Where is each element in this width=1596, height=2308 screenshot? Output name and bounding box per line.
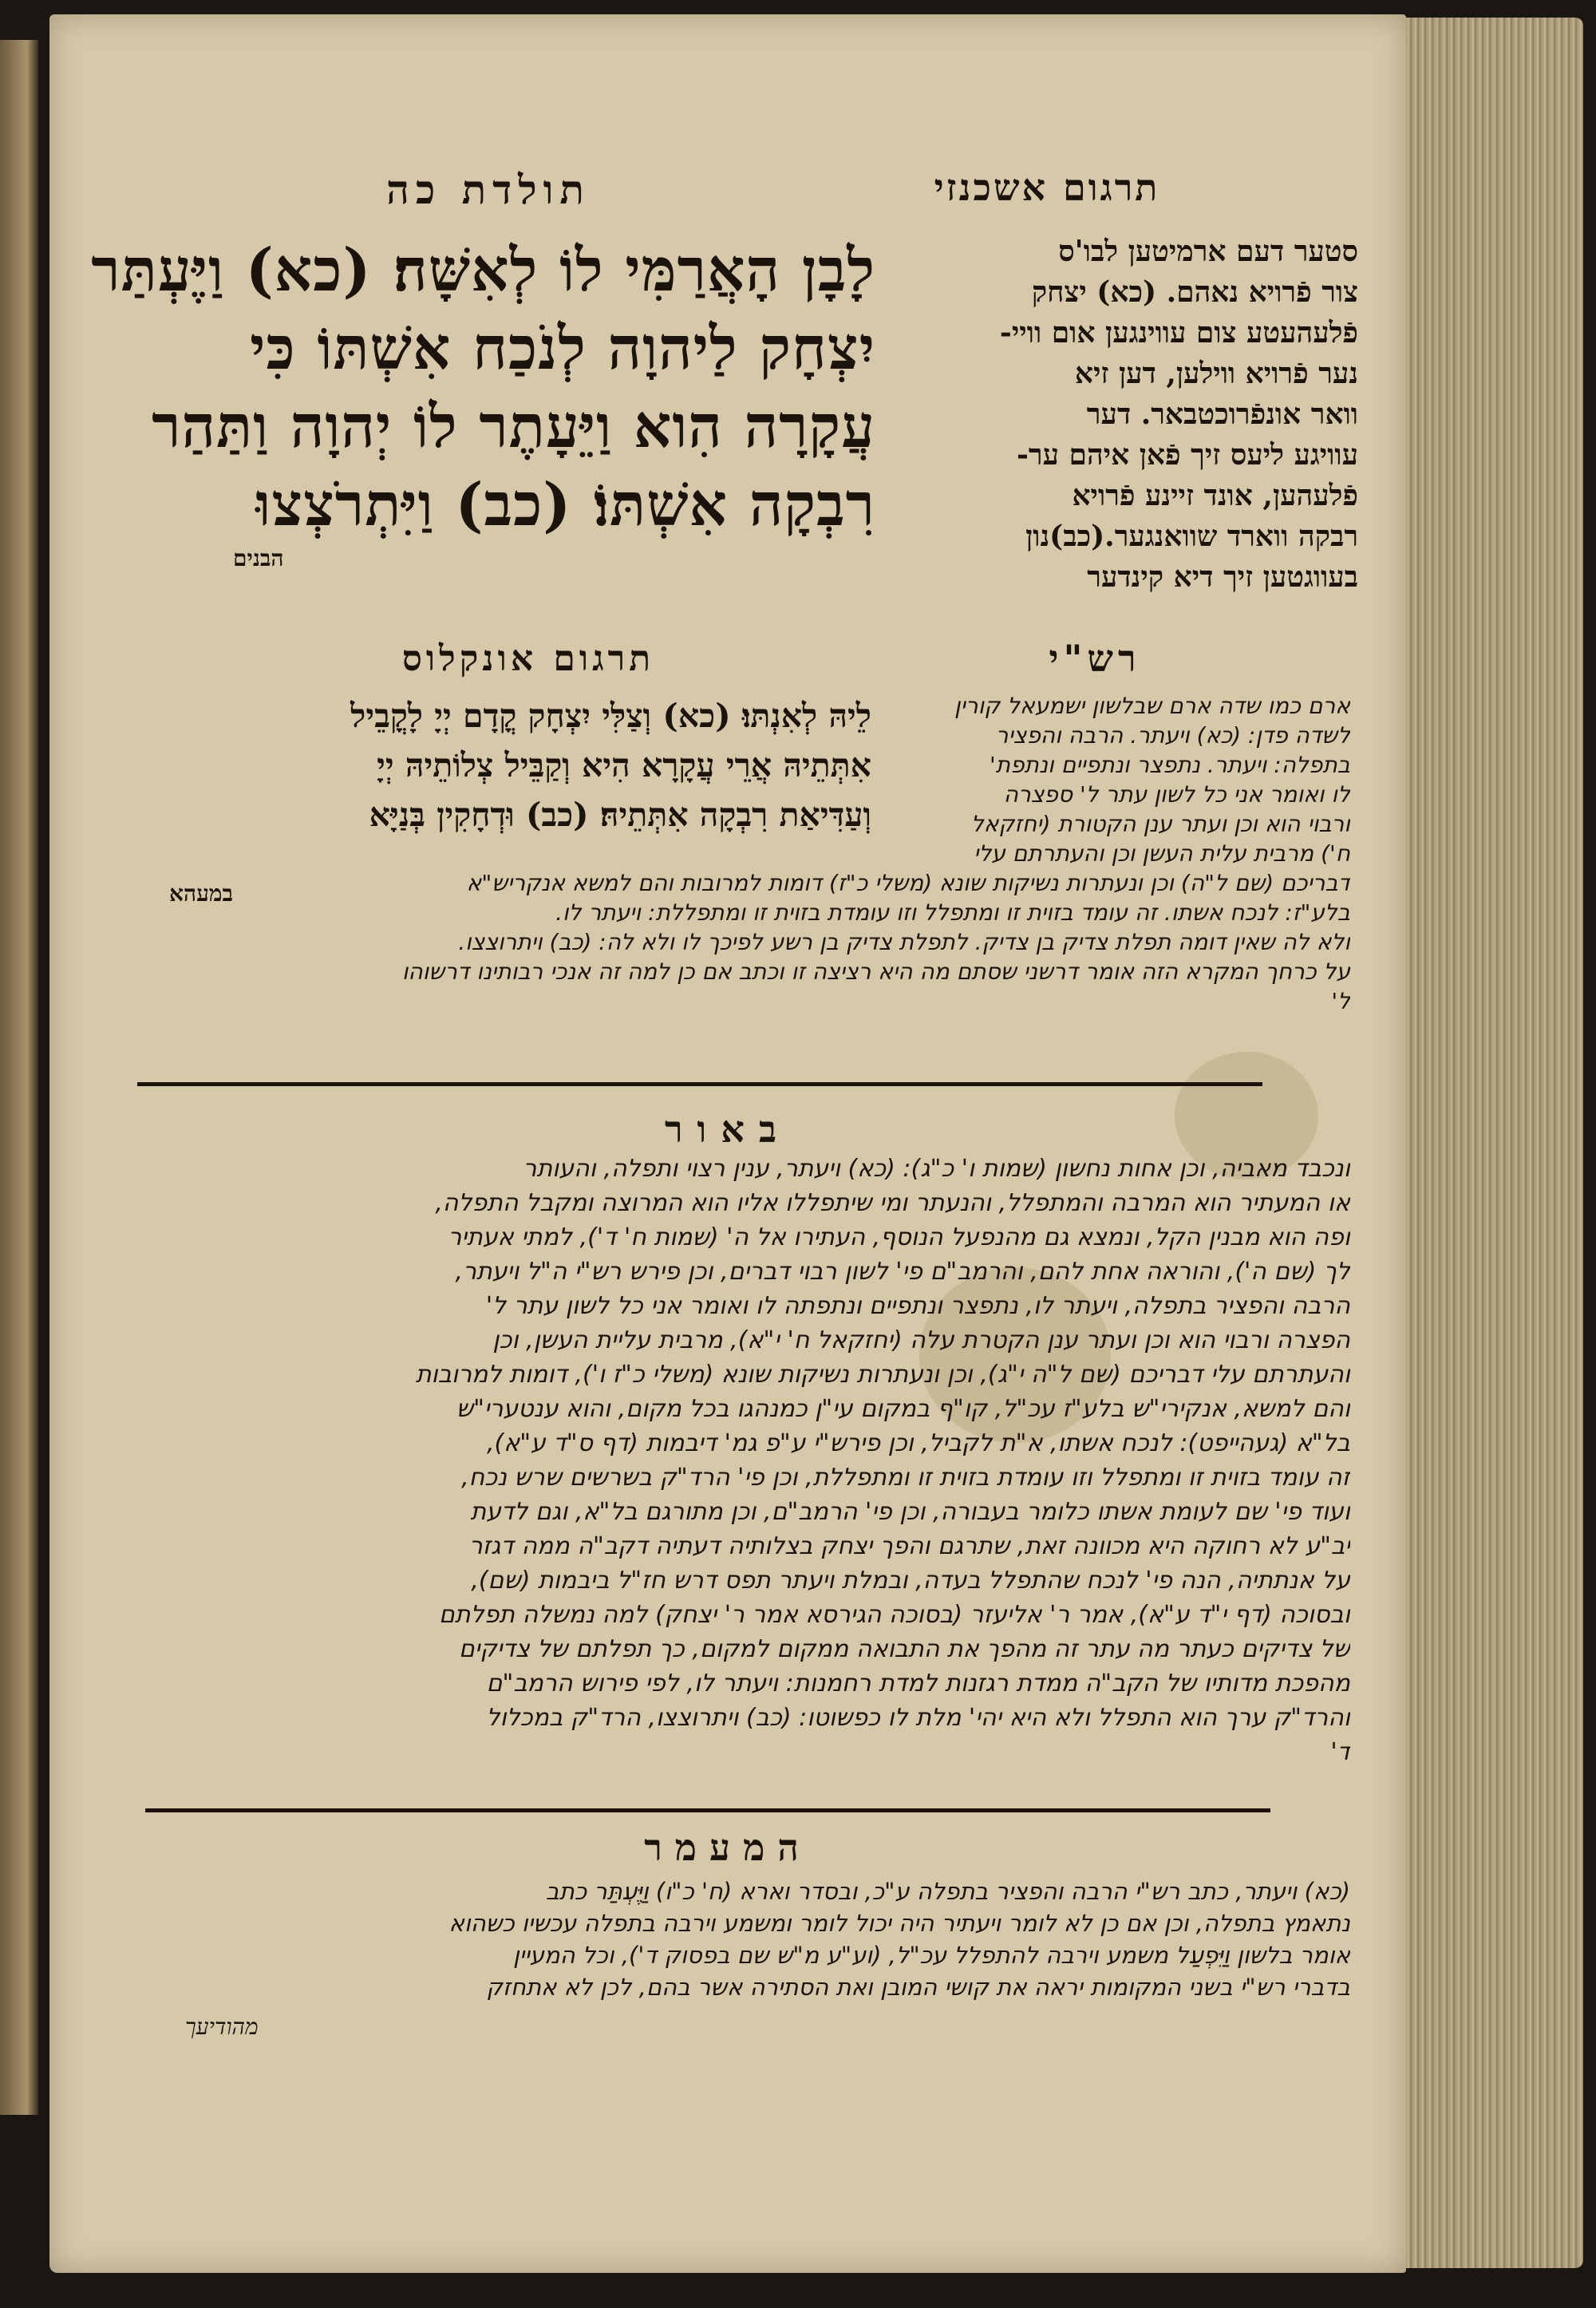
onkelos-line: לֵיהּ לְאִנְתּוּ׃ (כא) וְצַלִּי יִצְחָק קֳדָם יְיָ לָקֳבֵיל (350, 697, 871, 735)
meamer-line: נתאמץ בתפלה, וכן אם כן לא לומר ויעתיר היה יכול לומר ומשמע וירבה בתפלה עכשיו כשהוא (448, 1910, 1350, 1937)
tyd-heading: תרגום אשכנזי (934, 166, 1160, 209)
tyd-text-line: רבקה ווארד שוואנגער.(כב)נון (1025, 520, 1358, 553)
biur-block (129, 1152, 1350, 1769)
tyd-text-line: נער פֿרויא ווילען, דען זיא (1074, 357, 1358, 390)
tyd-column (871, 231, 1358, 598)
section-divider (145, 1808, 1270, 1812)
biur-line: ד' (1330, 1738, 1350, 1766)
biur-line: ופה הוא מבנין הקל, ונמצא גם מהנפעל הנוסף, העתירו אל ה' (שמות ח' ד'), למתי אעתיר (448, 1223, 1350, 1251)
rashi-line: ארם כמו שדה ארם שבלשון ישמעאל קורין (954, 693, 1350, 719)
rashi-line: דבריכם (שם ל"ה) וכן ונעתרות נשיקות שונא (משלי כ"ז) דומות למרובות והם למשא אנקריש"א (466, 870, 1350, 896)
biur-line: הרבה והפציר בתפלה, ויעתר לו, נתפצר ונתפיים ונתפתה לו ואומר אני כל לשון עתר ל' (485, 1292, 1350, 1320)
rashi-line: לשדה פדן: (כא) ויעתר. הרבה והפציר (995, 722, 1350, 749)
tyd-text-line: פֿלעהעטע צום עווינגען אום וויי- (999, 316, 1358, 350)
rashi-line: לו ואומר אני כל לשון עתר ל' ספצרה (1003, 781, 1350, 808)
biur-line: והם למשא, אנקירי"ש בלע"ז עכ"ל, קו"ף במקום עי"ן כמנהגו בכל מקום, והוא ענטערי"ש (456, 1395, 1350, 1423)
biur-line: ועוד פי' שם לעומת אשתו כלומר בעבורה, וכן פי' הרמב"ם, וכן מתורגם בל"א, וגם לדעת (470, 1498, 1350, 1526)
rashi-line: בלע"ז: לנכח אשתו. זה עומד בזוית זו ומתפלל וזו עומדת בזוית זו ומתפללת: ויעתר לו. (555, 899, 1350, 926)
biur-line: של צדיקים כעתר מה עתר זה מהפך את התבואה ממקום למקום, כך תפלתם של צדיקים (458, 1635, 1350, 1663)
onkelos-heading: תרגום אונקלוס (401, 638, 655, 679)
biur-heading: באור (664, 1108, 792, 1151)
biur-line: הפצרה ורבוי הוא וכן ועתר ענן הקטרת עלה (יחזקאל ח' י"א), מרבית עליית העשן, וכן (492, 1326, 1350, 1354)
meamer-line: בדברי רש"י בשני המקומות יראה את קושי המובן ואת הסתירה אשר בהם, לכן לא אתחזק (486, 1974, 1350, 2001)
rashi-line: ח') מרבית עלית העשן וכן והעתרתם עלי (974, 840, 1350, 867)
meamer-block (129, 1875, 1350, 2003)
biur-line: בל"א (געהייפט): לנכח אשתו, א"ת לקביל, וכן פירש"י ע"פ גמ' דיבמות (דף ס"ד ע"א), (486, 1429, 1350, 1457)
book-page-edges (1406, 18, 1583, 2268)
parasha-heading: תולדת כה (386, 166, 591, 213)
torah-verse-line: יִצְחָק לַיהוָה לְנֹכַח אִשְׁתּוֹ כִּי (250, 314, 875, 383)
onkelos-line: וְעַדִּיאַת רִבְקָה אִתְּתֵיהּ׃ (כב) וּדְחָקִין בְּנַיָּא (369, 796, 871, 834)
rashi-line: ורבוי הוא וכן ועתר ענן הקטורת (יחזקאל (970, 811, 1350, 837)
previous-page-edge (0, 40, 38, 2115)
biur-line: והעתרתם עלי דבריכם (שם ל"ה י"ג), וכן ונעתרות נשיקות שונא (משלי כ"ז ו'), דומות למרובות (415, 1361, 1350, 1389)
torah-verse-line: לָבָן הָאֲרַמִּי לוֹ לְאִשָּׁה׃ (כא) וַיֶּעְתַּר (91, 236, 875, 305)
catchword-torah: הבנים (233, 545, 284, 571)
rashi-line: ולא לה שאין דומה תפלת צדיק בן צדיק. לתפלת צדיק בן רשע לפיכך לו ולא לה: (כב) ויתרוצצו. (458, 929, 1350, 955)
tyd-text-line: עוויגע ליעס זיך פֿאן איהם ער- (1016, 438, 1358, 472)
meamer-heading: המעמר (644, 1826, 812, 1869)
rashi-line: על כרחך המקרא הזה אומר דרשני שסתם מה היא רציצה זו וכתב אם כן למה זה אנכי רבותינו דרשוהו (401, 958, 1350, 985)
tyd-text-line: צור פֿרויא נאהם. (כא) יצחק (1031, 275, 1358, 309)
tyd-text-line: וואר אונפֿרוכטבאר. דער (1086, 397, 1358, 431)
tyd-text-line: פֿלעהען, אונד זיינע פֿרויא (1072, 479, 1358, 512)
biur-line: יב"ע לא רחוקה היא מכוונה זאת, שתרגם והפך יצחק בצלותיה דעתיה דקב"ה ממה דגזר (468, 1532, 1350, 1560)
biur-line: ונכבד מאביה, וכן אחות נחשון (שמות ו' כ"ג): (כא) ויעתר, ענין רצוי ותפלה, והעותר (523, 1155, 1350, 1183)
meamer-line: אומר בלשון וַיִּפְעַל משמע וירבה להתפלל עכ"ל, (וע"ע מ"ש שם בפסוק ד'), וכל המעיין (513, 1942, 1350, 1969)
biur-line: זה עומד בזוית זו ומתפלל וזו עומדת בזוית זו ומתפללת, וכן פי' הרד"ק בשרשים שרש נכח, (461, 1464, 1350, 1492)
biur-line: על אנתתיה, הנה פי' לנכח שהתפלל בעדה, ובמלת ויעתר תפס דרש חז"ל ביבמות (שם), (471, 1567, 1350, 1595)
catchword-onkelos: במעהא (169, 880, 234, 907)
biur-line: ובסוכה (דף י"ד ע"א), אמר ר' אליעזר (בסוכה הגירסא אמר ר' יצחק) למה נמשלה תפלתם (439, 1601, 1350, 1629)
rashi-line: ל' (1331, 988, 1350, 1014)
rashi-heading: רש"י (1049, 637, 1141, 680)
torah-verse-line: רִבְקָה אִשְׁתּוֹ׃ (כב) וַיִּתְרֹצְצוּ (255, 471, 875, 539)
onkelos-line: אִתְּתֵיהּ אֲרֵי עֲקָרָא הִיא וְקַבֵּיל צְלוֹתֵיהּ יְיָ (377, 746, 871, 784)
biur-line: לך (שם ה'), והוראה אחת להם, והרמב"ם פי' לשון רבוי דברים, וכן פירש רש"י ה"ל ויעתר, (455, 1258, 1350, 1286)
catchword-meamer: מהודיעך (185, 2014, 259, 2040)
section-divider (137, 1082, 1262, 1086)
biur-line: מהפכת מדותיו של הקב"ה ממדת רגזנות למדת רחמנות: ויעתר לו, לפי פירוש הרמב"ם (486, 1670, 1350, 1697)
book-page (49, 14, 1406, 2273)
tyd-text-line: סטער דעם ארמיטען לבו'ס (1058, 235, 1358, 268)
tyd-text-line: בעווגטען זיך דיא קינדער (1087, 560, 1358, 594)
biur-line: והרד"ק ערך הוא התפלל ולא היא יהי' מלת לו כפשוטו: (כב) ויתרוצצו, הרד"ק במכלול (486, 1704, 1350, 1732)
torah-text-block (91, 231, 875, 544)
meamer-line: (כא) ויעתר, כתב רש"י הרבה והפציר בתפלה ע"כ, ובסדר וארא (ח' כ"ו) וַיֶּעְתַּר כתב (546, 1878, 1350, 1905)
rashi-line: בתפלה: ויעתר. נתפצר ונתפיים ונתפת' (989, 752, 1350, 778)
torah-verse-line: עֲקָרָה הִוא וַיֵּעָתֶר לוֹ יְהוָה וַתַּהַר (152, 393, 875, 461)
biur-line: או המעתיר הוא המרבה והמתפלל, והנעתר ומי שיתפללו אליו הוא המרוצה ומקבל התפלה, (435, 1189, 1350, 1217)
rashi-block (129, 691, 1350, 1016)
